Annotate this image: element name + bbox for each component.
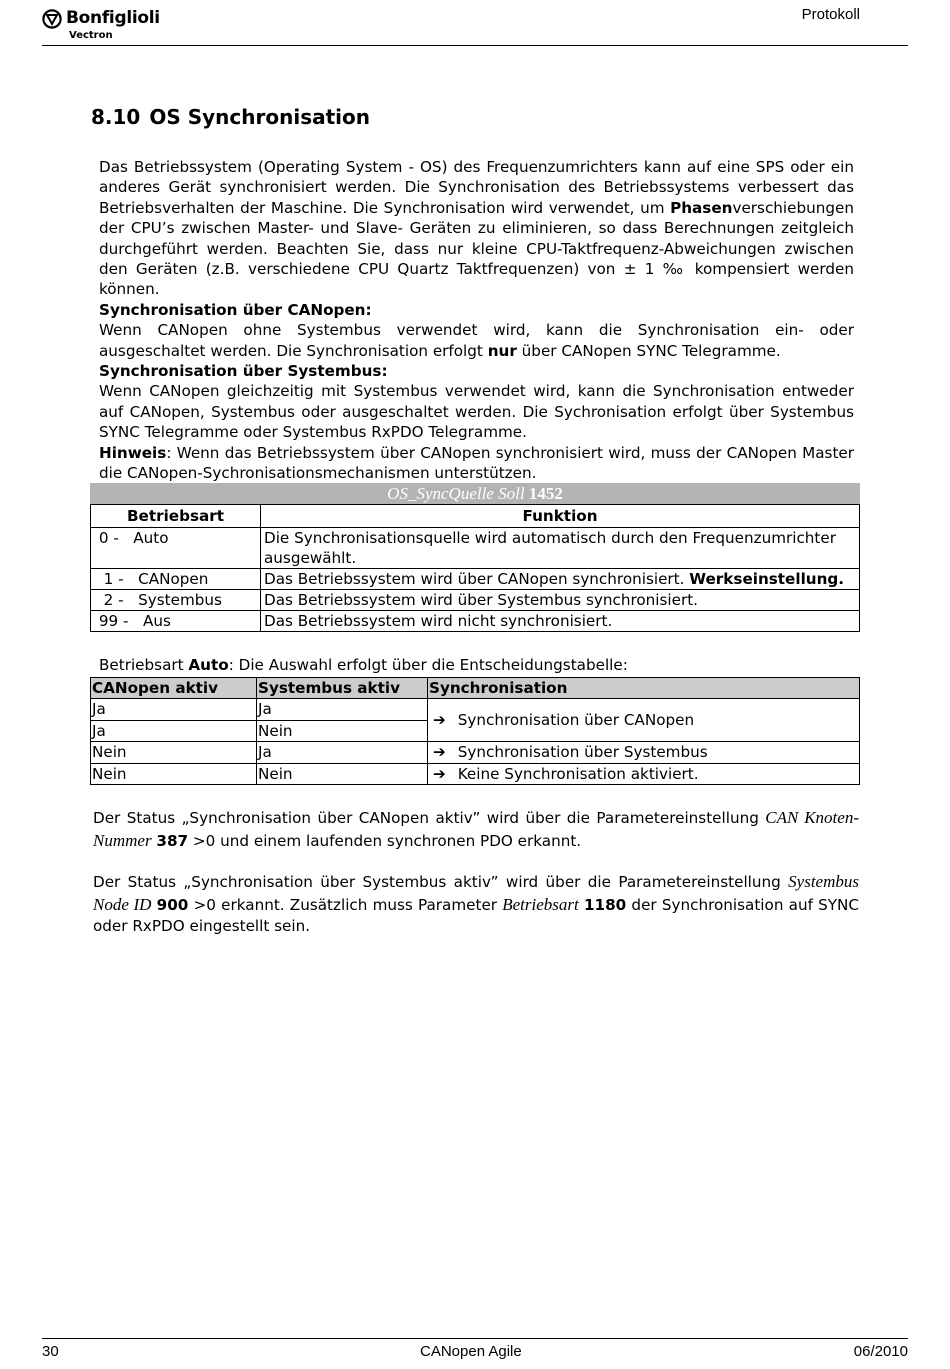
canopen-sync-paragraph	[99, 320, 854, 361]
footer-divider	[42, 1338, 908, 1339]
status1-param-name: CAN Knoten-Nummer	[93, 808, 859, 850]
parameter-title	[91, 484, 860, 505]
table-row	[91, 590, 860, 611]
auto-text-b: : Die Auswahl erfolgt über die Entscheidungstabelle:	[228, 656, 628, 674]
result-text: Synchronisation über Systembus	[457, 743, 708, 761]
table-row	[91, 763, 860, 785]
auto-text-a: Betriebsart	[99, 656, 189, 674]
intro-bold-phasen: Phasen	[670, 198, 733, 217]
column-header-mode: Betriebsart	[91, 505, 261, 528]
mode-cell: 2 - Systembus	[91, 590, 261, 611]
table-cell: Ja	[91, 699, 257, 721]
status1-text-b: >0 und einem laufenden synchronen PDO erkannt.	[188, 831, 582, 850]
table-cell: Ja	[91, 720, 257, 742]
function-cell	[261, 528, 860, 569]
table-cell: Ja	[257, 699, 428, 721]
result-text: Synchronisation über CANopen	[457, 710, 695, 729]
table-row	[91, 611, 860, 632]
table-cell: Nein	[257, 720, 428, 742]
column-header-function: Funktion	[261, 505, 860, 528]
mode-cell: 1 - CANopen	[91, 569, 261, 590]
document-date: 06/2010	[853, 1343, 908, 1360]
status2-param2-number: 1180	[583, 895, 627, 914]
function-text: Das Betriebssystem wird nicht synchronisiert.	[264, 612, 613, 630]
table-cell: Nein	[257, 763, 428, 785]
intro-paragraph	[99, 157, 854, 300]
arrow-right-icon: ➔	[433, 743, 446, 761]
parameter-name: OS_SyncQuelle Soll	[387, 484, 525, 503]
systembus-sync-heading: Synchronisation über Systembus:	[99, 362, 388, 381]
page-number: 30	[42, 1343, 59, 1360]
result-cell	[428, 763, 860, 785]
status2-text-c: der Synchronisation auf SYNC oder RxPDO eingestellt sein.	[93, 895, 860, 935]
status2-param-number: 900	[156, 895, 189, 914]
canopen-sync-heading: Synchronisation über CANopen:	[99, 300, 372, 319]
canopen-bold-nur: nur	[487, 341, 517, 360]
column-header-systembus: Systembus aktiv	[257, 678, 428, 699]
function-cell	[261, 611, 860, 632]
result-text: Keine Synchronisation aktiviert.	[457, 764, 699, 783]
result-cell	[428, 699, 860, 742]
status-canopen-paragraph	[93, 807, 859, 852]
status2-param-name: Systembus Node ID	[93, 872, 859, 914]
section-number: 8.10	[91, 105, 141, 129]
hint-text: : Wenn das Betriebssystem über CANopen synchronisiert wird, muss der CANopen Master die CANopen-Sychronisationsmechanismen unterstützen.	[99, 443, 854, 483]
status2-param2-name: Betriebsart	[502, 894, 579, 914]
status2-text-a: Der Status „Synchronisation über Systembus aktiv” wird über die Parametereinstellung	[93, 873, 789, 891]
status-systembus-paragraph	[93, 871, 859, 938]
arrow-right-icon: ➔	[433, 764, 446, 783]
table-cell: Nein	[91, 763, 257, 785]
canopen-text-a: Wenn CANopen ohne Systembus verwendet wird, kann die Synchronisation ein- oder ausgeschaltet werden. Die Synchronisation erfolgt	[99, 321, 854, 360]
result-cell	[428, 742, 860, 764]
canopen-text-b: über CANopen SYNC Telegramme.	[516, 341, 781, 360]
header-section-title: Protokoll	[801, 6, 860, 23]
hint-paragraph	[99, 443, 854, 484]
section-heading	[91, 105, 370, 129]
decision-table	[90, 677, 860, 785]
table-row	[91, 528, 860, 569]
function-text: Die Synchronisationsquelle wird automatisch durch den Frequenzumrichter ausgewählt.	[264, 529, 836, 567]
table-row	[91, 742, 860, 764]
sub-brand: Vectron	[69, 30, 113, 41]
decision-header-row	[91, 678, 860, 699]
parameter-title-row	[91, 484, 860, 505]
auto-mode-line	[99, 656, 628, 674]
systembus-sync-paragraph: Wenn CANopen gleichzeitig mit Systembus verwendet wird, kann die Synchronisation entweder auf CANopen, Systembus oder ausgeschaltet werden. Die Sychronisation erfolgt über Systembus SYNC Telegramme oder Systembus RxPDO Telegramme.	[99, 382, 854, 442]
mode-cell: 0 - Auto	[91, 528, 261, 569]
company-logo	[42, 8, 172, 46]
function-cell	[261, 569, 860, 590]
table-row	[91, 569, 860, 590]
parameter-header-row	[91, 505, 860, 528]
table-cell: Nein	[91, 742, 257, 764]
column-header-synchronisation: Synchronisation	[428, 678, 860, 699]
function-cell	[261, 590, 860, 611]
status1-param-number: 387	[156, 831, 189, 850]
status1-text-a: Der Status „Synchronisation über CANopen aktiv” wird über die Parametereinstellung	[93, 809, 766, 827]
column-header-canopen: CANopen aktiv	[91, 678, 257, 699]
auto-bold: Auto	[188, 656, 229, 674]
intro-text	[99, 157, 854, 484]
table-row	[91, 699, 860, 721]
section-title: OS Synchronisation	[149, 105, 370, 129]
function-text: Das Betriebssystem wird über Systembus synchronisiert.	[264, 591, 699, 609]
status2-text-b: >0 erkannt. Zusätzlich muss Parameter	[188, 895, 503, 914]
mode-cell: 99 - Aus	[91, 611, 261, 632]
intro-text-a: Das Betriebssystem (Operating System - OS) des Frequenzumrichters kann auf eine SPS oder ein anderes Gerät synchronisiert werden. Die Synchronisation des Betriebssystems verbessert das Betriebsverhalten der Maschine. Die Synchronisation wird verwendet, um	[99, 158, 854, 217]
brand-name: Bonfiglioli	[66, 8, 160, 28]
function-bold-text: Werkseinstellung.	[689, 570, 845, 588]
function-text: Das Betriebssystem wird über CANopen synchronisiert.	[264, 570, 690, 588]
arrow-right-icon: ➔	[433, 710, 446, 729]
header-divider	[42, 45, 908, 46]
table-cell: Ja	[257, 742, 428, 764]
intro-text-b: verschiebungen der CPU’s zwischen Master- und Slave- Geräten zu eliminieren, so dass Berechnungen zeitgleich durchgeführt werden. Beachten Sie, dass nur kleine CPU-Taktfrequenz-Abweichungen zwischen den Geräten (z.B. verschiedene CPU Quartz Taktfrequenzen) von ± 1 ‰ kompensiert werden können.	[99, 198, 854, 299]
hint-label: Hinweis	[99, 443, 167, 462]
bonfiglioli-logo-icon	[42, 9, 62, 29]
parameter-table	[90, 483, 860, 632]
parameter-number: 1452	[528, 484, 563, 503]
document-title: CANopen Agile	[420, 1343, 522, 1360]
